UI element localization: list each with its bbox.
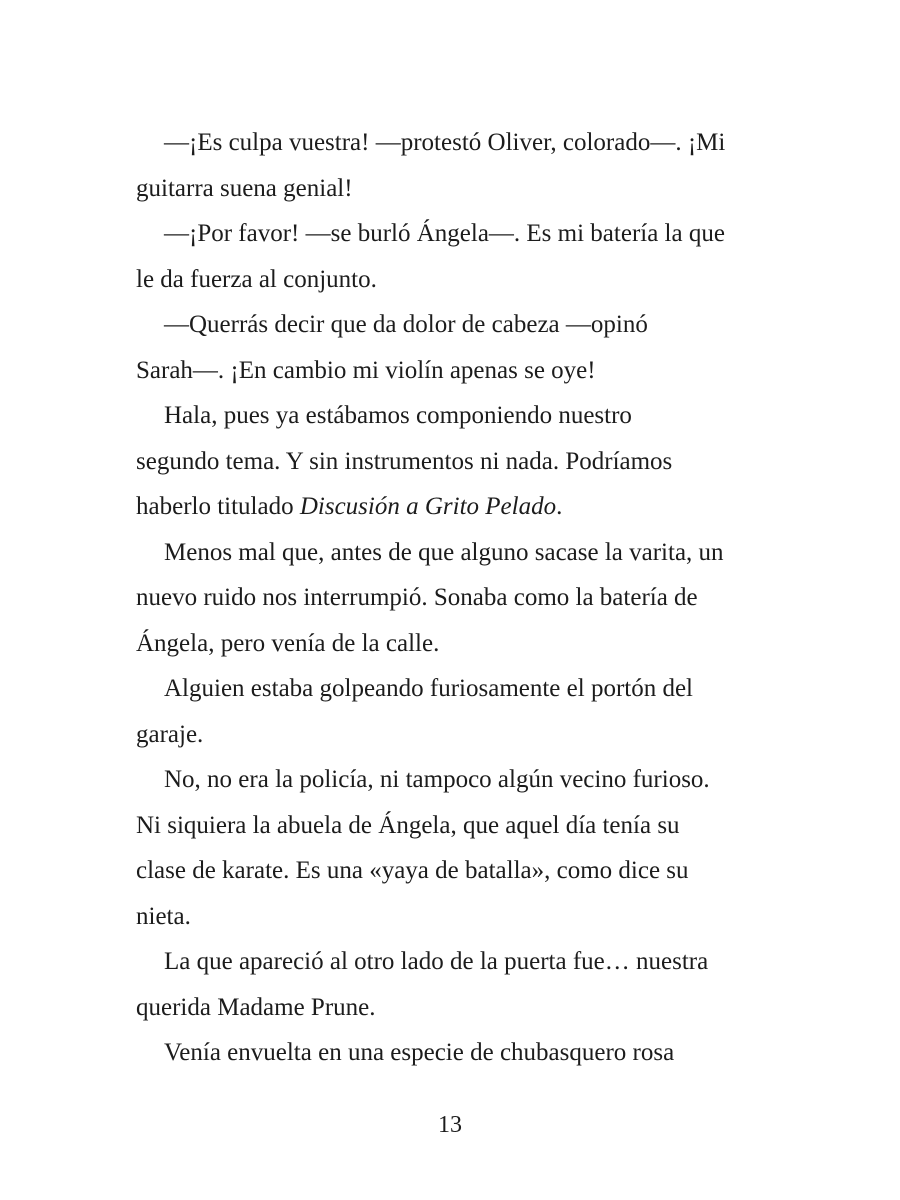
italic-song-title: Discusión a Grito Pelado — [299, 493, 557, 520]
text-line: Venía envuelta en una especie de chubasquero rosa — [164, 1039, 675, 1066]
text-line: Hala, pues ya estábamos componiendo nuestro — [164, 402, 632, 429]
text-line: guitarra suena genial! — [136, 174, 353, 202]
text-line: —¡Es culpa vuestra! —protestó Oliver, colorado—. ¡Mi — [164, 129, 726, 156]
body-text — [136, 120, 776, 1076]
text-line: Menos mal que, antes de que alguno sacase la varita, un — [164, 538, 724, 566]
text-line: No, no era la policía, ni tampoco algún vecino furioso. — [164, 766, 710, 793]
text-line: —¡Por favor! —se burló Ángela—. Es mi batería la que — [164, 220, 725, 247]
text-line-with-title — [136, 484, 776, 530]
text-line: Sarah—. ¡En cambio mi violín apenas se oye! — [136, 356, 596, 384]
text-line: Ángela, pero venía de la calle. — [136, 629, 440, 657]
text-line: clase de karate. Es una «yaya de batalla», como dice su — [136, 857, 689, 884]
text-line: le da fuerza al conjunto. — [136, 265, 377, 293]
text-line: nieta. — [136, 902, 191, 930]
text-line: —Querrás decir que da dolor de cabeza —opinó — [164, 311, 648, 338]
text-line: garaje. — [136, 720, 204, 748]
text-line: segundo tema. Y sin instrumentos ni nada. Podríamos — [136, 447, 673, 475]
text-line: Ni siquiera la abuela de Ángela, que aquel día tenía su — [136, 811, 680, 839]
page-number: 13 — [438, 1112, 462, 1138]
text-segment: . — [556, 493, 563, 520]
text-segment: haberlo titulado — [136, 493, 300, 520]
text-line: nuevo ruido nos interrumpió. Sonaba como la batería de — [136, 584, 698, 611]
text-line: Alguien estaba golpeando furiosamente el portón del — [164, 675, 694, 702]
text-line: La que apareció al otro lado de la puerta fue… nuestra — [164, 948, 709, 975]
text-line: querida Madame Prune. — [136, 993, 376, 1021]
